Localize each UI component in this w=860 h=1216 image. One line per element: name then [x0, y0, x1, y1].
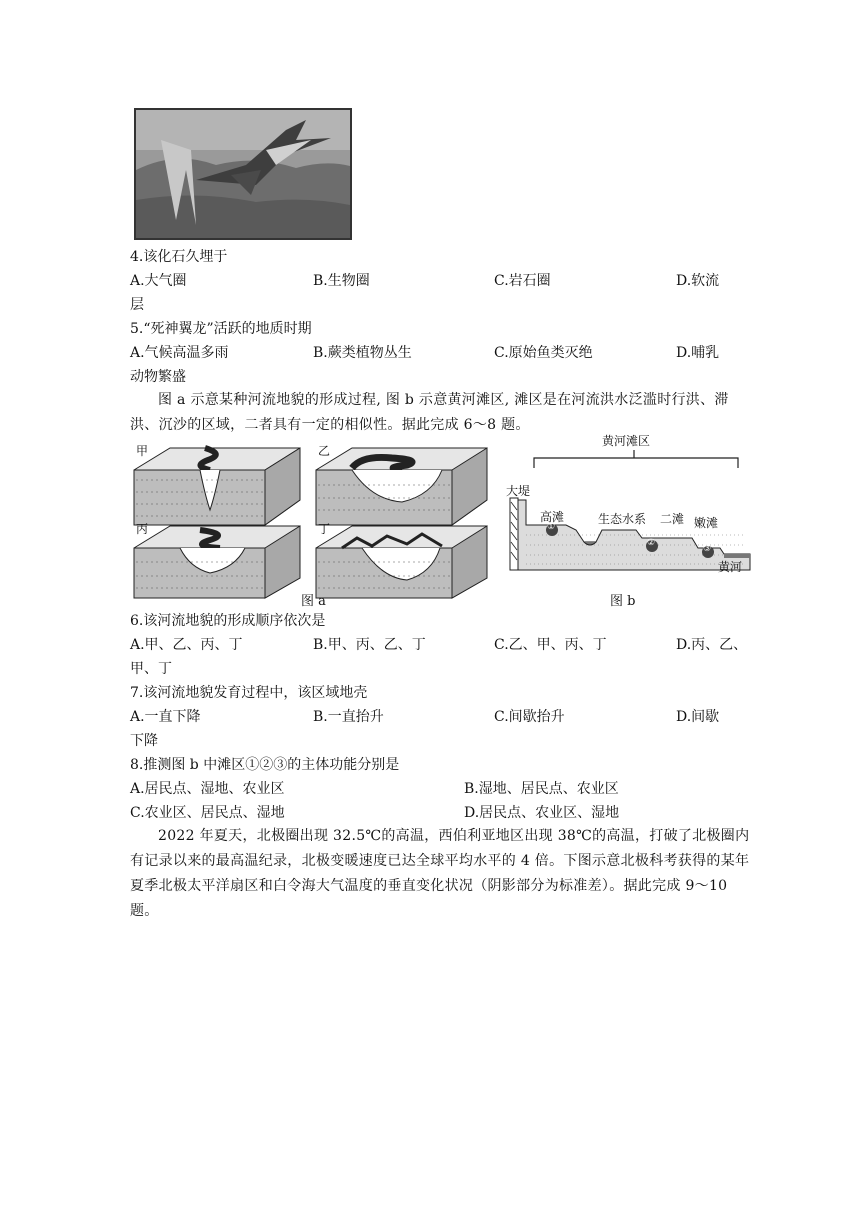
figure-b-marker-2: ②: [647, 538, 656, 548]
q4-option-d-wrap: 层: [130, 297, 144, 313]
figure-a-label-bing: 丙: [136, 522, 149, 536]
figure-a-label-jia: 甲: [136, 444, 149, 458]
figure-b-marker-3: ③: [703, 544, 712, 554]
q5-option-d-wrap: 动物繁盛: [130, 369, 186, 385]
q5-option-c[interactable]: C.原始鱼类灭绝: [494, 345, 593, 361]
figure-a: [130, 440, 492, 600]
figure-a-caption: 图 a: [301, 594, 326, 609]
q6-option-c[interactable]: C.乙、甲、丙、丁: [494, 637, 607, 653]
q8-option-c[interactable]: C.农业区、居民点、湿地: [130, 805, 285, 821]
q4-option-c[interactable]: C.岩石圈: [494, 273, 551, 289]
figure-a-label-yi: 乙: [318, 444, 331, 458]
figure-a-label-ding: 丁: [318, 522, 331, 536]
q5-option-d[interactable]: D.哺乳: [676, 345, 720, 361]
q8-option-d[interactable]: D.居民点、农业区、湿地: [464, 805, 620, 821]
q7-option-d[interactable]: D.间歇: [676, 709, 720, 725]
figure-b: [506, 434, 754, 580]
q6-option-d[interactable]: D.丙、乙、: [676, 637, 748, 653]
block-yi: [316, 448, 487, 525]
figure-b-label-high-beach: 高滩: [540, 510, 565, 524]
block-ding: [316, 526, 487, 598]
figure-b-caption: 图 b: [610, 594, 636, 609]
q8-option-a[interactable]: A.居民点、湿地、农业区: [130, 781, 285, 797]
q4-option-a[interactable]: A.大气圈: [130, 273, 187, 289]
block-bing: [134, 526, 300, 598]
q7-option-b[interactable]: B.一直抬升: [313, 709, 384, 725]
block-jia: [134, 448, 300, 525]
q6-option-a[interactable]: A.甲、乙、丙、丁: [130, 637, 243, 653]
q8-option-b[interactable]: B.湿地、居民点、农业区: [464, 781, 619, 797]
figure-b-marker-1: ①: [547, 522, 556, 532]
q4-option-d[interactable]: D.软流: [676, 273, 720, 289]
q5-option-b[interactable]: B.蕨类植物丛生: [313, 345, 412, 361]
q5-option-a[interactable]: A.气候高温多雨: [130, 345, 229, 361]
figure-b-label-second-beach: 二滩: [660, 512, 685, 526]
figure-b-title: 黄河滩区: [602, 434, 651, 448]
q4-stem: 4.该化石久埋于: [130, 249, 228, 265]
q6-option-b[interactable]: B.甲、丙、乙、丁: [313, 637, 426, 653]
figure-b-label-yellow-river: 黄河: [718, 560, 743, 574]
figure-a-diagram: [130, 440, 492, 600]
figure-b-label-eco-water: 生态水系: [598, 512, 647, 526]
q7-stem: 7.该河流地貌发育过程中，该区域地壳: [130, 685, 368, 701]
figure-b-label-levee: 大堤: [506, 484, 531, 498]
q7-option-a[interactable]: A.一直下降: [130, 709, 201, 725]
intro-9-10: 2022 年夏天，北极圈出现 32.5℃的高温，西伯利亚地区出现 38℃的高温，打破了北极圈内有记录以来的最高温纪录，北极变暖速度已达全球平均水平的 4 倍。下图示意北极科考获得的某年夏季北极太平洋扇区和白令海大气温度的垂直变化状况（阴影部分为标准差）。据此完成 9～10 题。: [130, 828, 750, 919]
q6-stem: 6.该河流地貌的形成顺序依次是: [130, 613, 326, 629]
intro-6-8: 图 a 示意某种河流地貌的形成过程, 图 b 示意黄河滩区, 滩区是在河流洪水泛滥时行洪、滞洪、沉沙的区域，二者具有一定的相似性。据此完成 6～8 题。: [130, 392, 729, 433]
figure-b-label-tender-beach: 嫩滩: [694, 516, 719, 530]
q8-stem: 8.推测图 b 中滩区①②③的主体功能分别是: [130, 757, 400, 773]
q4-option-b[interactable]: B.生物圈: [313, 273, 370, 289]
q5-stem: 5.“死神翼龙”活跃的地质时期: [130, 321, 312, 337]
q7-option-c[interactable]: C.间歇抬升: [494, 709, 565, 725]
fossil-photo: [134, 108, 352, 240]
fossil-image: [136, 110, 350, 238]
q6-option-d-wrap: 甲、丁: [130, 661, 172, 677]
q7-option-d-wrap: 下降: [130, 733, 158, 749]
